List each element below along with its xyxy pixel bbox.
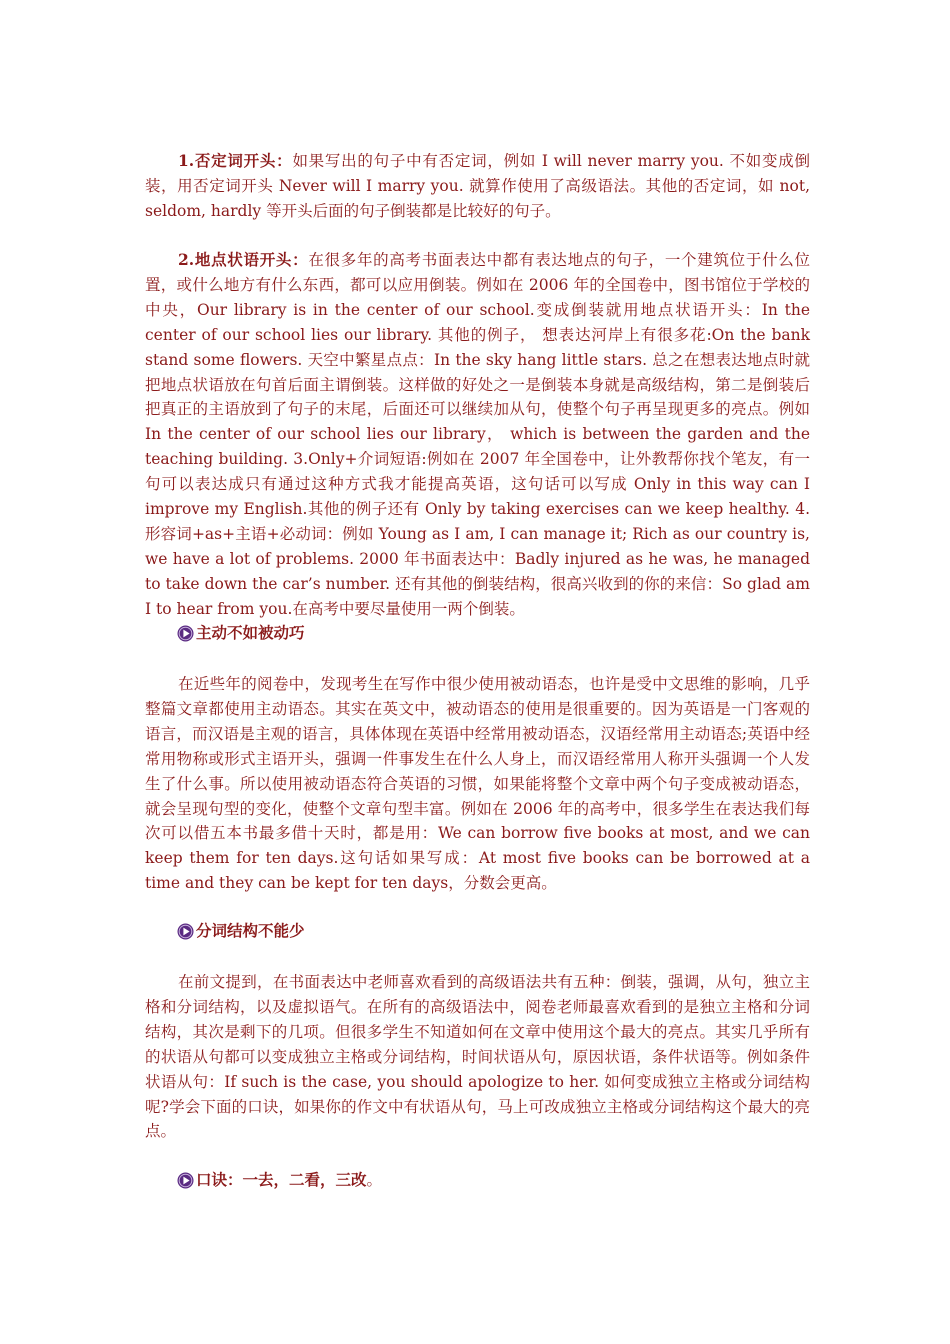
section-heading-participle	[177, 920, 305, 942]
heading-text: 主动不如被动巧	[196, 623, 305, 642]
play-circle-icon	[177, 1172, 194, 1189]
play-circle-icon	[177, 625, 194, 642]
section-heading-passive	[177, 622, 305, 644]
paragraph-text: 在很多年的高考书面表达中都有表达地点的句子，一个建筑位于什么位置，或什么地方有什么东西，都可以应用倒装。例如在 2006 年的全国卷中，图书馆位于学校的中央，Our library is in the center of our school.变成倒装就用地点状语开头：In the center of our school lies our library. 其他的例子， 想表达河岸上有很多花:On the bank stand some flowers. 天空中繁星点点：In the sky hang little stars. 总之在想表达地点时就把地点状语放在句首后面主谓倒装。这样做的好处之一是倒装本身就是高级结构，第二是倒装后把真正的主语放到了句子的末尾，后面还可以继续加从句，使整个句子再呈现更多的亮点。例如 In the center of our school lies our library， which is between the garden and the teaching building. 3.Only+介词短语:例如在 2007 年全国卷中，让外教帮你找个笔友，有一句可以表达成只有通过这种方式我才能提高英语，这句话可以写成 Only in this way can I improve my English.其他的例子还有 Only by taking exercises can we keep healthy. 4. 形容词+as+主语+必动词：例如 Young as I am, I can manage it; Rich as our country is, we have a lot of problems. 2000 年书面表达中：Badly injured as he was, he managed to take down the car’s number. 还有其他的倒装结构，很高兴收到的你的来信：So glad am I to hear from you.在高考中要尽量使用一两个倒装。	[145, 251, 810, 618]
paragraph-text: 如果写出的句子中有否定词，例如 I will never marry you. 不如变成倒装，用否定词开头 Never will I marry you. 就算作使用了高级语法。其他的否定词，如 not, seldom, hardly 等开头后面的句子倒装都是比较好的句子。	[145, 152, 810, 220]
heading-text: 口诀：一去，二看，三改	[196, 1170, 367, 1189]
paragraph-place-adverbial	[145, 248, 810, 622]
paragraph-lead: 1.否定词开头：	[178, 151, 293, 170]
paragraph-passive-voice	[145, 672, 810, 896]
heading-punctuation: 。	[366, 1171, 383, 1189]
paragraph-participle-structure	[145, 970, 810, 1144]
heading-text: 分词结构不能少	[196, 921, 305, 940]
play-circle-icon	[177, 923, 194, 940]
paragraph-text: 在近些年的阅卷中，发现考生在写作中很少使用被动语态，也许是受中文思维的影响，几乎整篇文章都使用主动语态。其实在英文中，被动语态的使用是很重要的。因为英语是一门客观的语言，而汉语是主观的语言，具体体现在英语中经常用被动语态，汉语经常用主动语态;英语中经常用物称或形式主语开头，强调一件事发生在什么人身上，而汉语经常用人称开头强调一个人发生了什么事。所以使用被动语态符合英语的习惯，如果能将整个文章中两个句子变成被动语态，就会呈现句型的变化，使整个文章句型丰富。例如在 2006 年的高考中，很多学生在表达我们每次可以借五本书最多借十天时，都是用：We can borrow five books at most, and we can keep them for ten days.这句话如果写成：At most five books can be borrowed at a time and they can be kept for ten days，分数会更高。	[145, 675, 810, 893]
paragraph-lead: 2.地点状语开头：	[178, 250, 309, 269]
paragraph-negation	[145, 149, 810, 224]
paragraph-text: 在前文提到，在书面表达中老师喜欢看到的高级语法共有五种：倒装，强调，从句，独立主格和分词结构，以及虚拟语气。在所有的高级语法中，阅卷老师最喜欢看到的是独立主格和分词结构，其次是剩下的几项。但很多学生不知道如何在文章中使用这个最大的亮点。其实几乎所有的状语从句都可以变成独立主格或分词结构，时间状语从句，原因状语，条件状语等。例如条件状语从句：If such is the case, you should apologize to her. 如何变成独立主格或分词结构呢?学会下面的口诀，如果你的作文中有状语从句，马上可改成独立主格或分词结构这个最大的亮点。	[145, 973, 810, 1141]
section-heading-mnemonic	[177, 1169, 382, 1191]
